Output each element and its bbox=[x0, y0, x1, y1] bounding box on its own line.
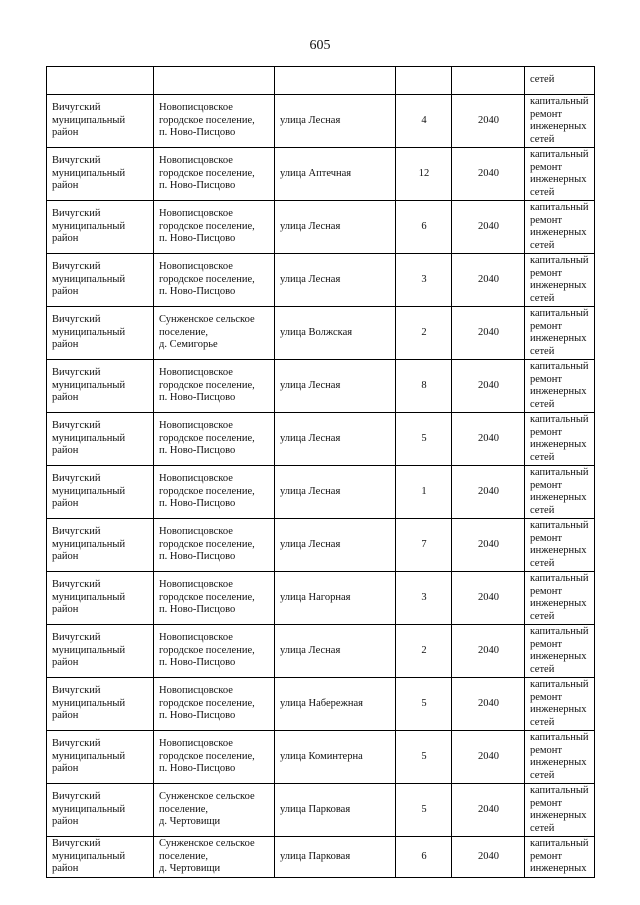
settlement-cell bbox=[154, 148, 275, 201]
settlement-cell bbox=[154, 413, 275, 466]
work-cell-line: инженерных bbox=[530, 121, 587, 132]
settlement-cell-line: городское поселение, bbox=[159, 538, 255, 550]
settlement-cell-line: Новописцовское bbox=[159, 738, 233, 750]
work-cell-line: сетей bbox=[530, 186, 555, 198]
district-cell bbox=[47, 572, 154, 625]
street-cell: улица Лесная bbox=[275, 519, 396, 572]
year-cell: 2040 bbox=[452, 360, 525, 413]
district-cell-line: муниципальный bbox=[52, 485, 126, 497]
work-cell-line: капитальный bbox=[530, 414, 589, 425]
work-cell-line: сетей bbox=[530, 769, 555, 781]
settlement-cell-line: п. Ново-Писцово bbox=[159, 604, 236, 616]
district-cell-line: Вичугский bbox=[52, 738, 101, 750]
district-cell bbox=[47, 201, 154, 254]
settlement-cell-line: городское поселение, bbox=[159, 750, 255, 762]
district-cell bbox=[47, 625, 154, 678]
work-cell-line: сетей bbox=[530, 610, 555, 622]
district-cell-line: муниципальный bbox=[52, 591, 126, 603]
work-cell bbox=[525, 519, 595, 572]
settlement-cell-line: п. Ново-Писцово bbox=[159, 498, 236, 510]
table-row-continued bbox=[47, 67, 595, 95]
settlement-cell-line: Новописцовское bbox=[159, 685, 233, 697]
street-cell: улица Парковая bbox=[275, 837, 396, 878]
work-cell-line: ремонт bbox=[530, 320, 563, 332]
house-cell: 8 bbox=[396, 360, 452, 413]
work-cell-line: инженерных bbox=[530, 386, 587, 397]
year-cell: 2040 bbox=[452, 254, 525, 307]
settlement-cell-line: Новописцовское bbox=[159, 367, 233, 379]
district-cell bbox=[47, 731, 154, 784]
street-cell: улица Аптечная bbox=[275, 148, 396, 201]
settlement-cell-line: п. Ново-Писцово bbox=[159, 763, 236, 775]
district-cell-line: район bbox=[52, 392, 79, 404]
year-cell: 2040 bbox=[452, 148, 525, 201]
work-cell-line: ремонт bbox=[530, 850, 563, 862]
table-body bbox=[47, 67, 595, 878]
work-cell-line: инженерных bbox=[530, 174, 587, 185]
year-cell: 2040 bbox=[452, 307, 525, 360]
district-cell-line: Вичугский bbox=[52, 526, 101, 538]
district-cell-line: Вичугский bbox=[52, 261, 101, 273]
district-cell bbox=[47, 519, 154, 572]
district-cell-line: Вичугский bbox=[52, 791, 101, 803]
district-cell-line: Вичугский bbox=[52, 208, 101, 220]
table-row bbox=[47, 466, 595, 519]
settlement-cell-line: Сунженское сельское bbox=[159, 314, 255, 326]
work-cell bbox=[525, 95, 595, 148]
year-cell: 2040 bbox=[452, 572, 525, 625]
settlement-cell-line: городское поселение, bbox=[159, 379, 255, 391]
work-cell-line: ремонт bbox=[530, 373, 563, 385]
district-cell-line: муниципальный bbox=[52, 850, 126, 862]
table-row bbox=[47, 148, 595, 201]
work-cell bbox=[525, 413, 595, 466]
house-cell: 7 bbox=[396, 519, 452, 572]
settlement-cell-line: д. Семигорье bbox=[159, 339, 218, 351]
work-cell-line: сетей bbox=[530, 504, 555, 516]
year-cell: 2040 bbox=[452, 201, 525, 254]
district-cell-line: муниципальный bbox=[52, 379, 126, 391]
work-cell bbox=[525, 572, 595, 625]
table-row bbox=[47, 307, 595, 360]
settlement-cell bbox=[154, 837, 275, 878]
settlement-cell bbox=[154, 784, 275, 837]
settlement-cell-line: п. Ново-Писцово bbox=[159, 445, 236, 457]
district-cell-line: район bbox=[52, 127, 79, 139]
district-cell-line: Вичугский bbox=[52, 579, 101, 591]
work-cell-line: капитальный bbox=[530, 838, 589, 849]
work-cell-line: ремонт bbox=[530, 797, 563, 809]
settlement-cell bbox=[154, 201, 275, 254]
settlement-cell-line: п. Ново-Писцово bbox=[159, 286, 236, 298]
work-cell-line: инженерных bbox=[530, 439, 587, 450]
year-cell: 2040 bbox=[452, 519, 525, 572]
work-cell bbox=[525, 678, 595, 731]
work-cell-line: инженерных bbox=[530, 757, 587, 768]
street-cell: улица Волжская bbox=[275, 307, 396, 360]
work-cell-line: капитальный bbox=[530, 573, 589, 584]
work-cell-line: капитальный bbox=[530, 361, 589, 372]
work-cell-line: ремонт bbox=[530, 479, 563, 491]
settlement-cell-line: городское поселение, bbox=[159, 591, 255, 603]
work-cell-line: капитальный bbox=[530, 732, 589, 743]
work-cell-line: сетей bbox=[530, 398, 555, 410]
table-row bbox=[47, 678, 595, 731]
district-cell-line: муниципальный bbox=[52, 114, 126, 126]
district-cell-line: муниципальный bbox=[52, 273, 126, 285]
district-cell-line: муниципальный bbox=[52, 326, 126, 338]
settlement-cell-line: городское поселение, bbox=[159, 220, 255, 232]
settlement-cell-line: городское поселение, bbox=[159, 644, 255, 656]
work-cell bbox=[525, 360, 595, 413]
district-cell-line: Вичугский bbox=[52, 632, 101, 644]
settlement-cell bbox=[154, 572, 275, 625]
settlement-cell bbox=[154, 360, 275, 413]
district-cell-line: муниципальный bbox=[52, 697, 126, 709]
house-cell: 5 bbox=[396, 731, 452, 784]
street-cell: улица Лесная bbox=[275, 95, 396, 148]
settlement-cell-line: п. Ново-Писцово bbox=[159, 392, 236, 404]
street-cell: улица Нагорная bbox=[275, 572, 396, 625]
house-cell: 1 bbox=[396, 466, 452, 519]
district-cell-line: Вичугский bbox=[52, 367, 101, 379]
house-cell: 6 bbox=[396, 837, 452, 878]
street-cell: улица Лесная bbox=[275, 254, 396, 307]
settlement-cell-line: городское поселение, bbox=[159, 697, 255, 709]
work-cell-line: инженерных bbox=[530, 227, 587, 238]
table-row bbox=[47, 784, 595, 837]
settlement-cell-line: Новописцовское bbox=[159, 102, 233, 114]
settlement-cell-line: Новописцовское bbox=[159, 420, 233, 432]
street-cell: улица Лесная bbox=[275, 201, 396, 254]
district-cell bbox=[47, 67, 154, 95]
work-cell-line: ремонт bbox=[530, 426, 563, 438]
page-number: 605 bbox=[309, 38, 331, 53]
settlement-cell-line: д. Чертовищи bbox=[159, 863, 221, 874]
district-cell-line: муниципальный bbox=[52, 803, 126, 815]
settlement-cell-line: Сунженское сельское bbox=[159, 791, 255, 803]
work-cell bbox=[525, 307, 595, 360]
work-cell-line: ремонт bbox=[530, 585, 563, 597]
work-cell-line: капитальный bbox=[530, 202, 589, 213]
work-cell-line: инженерных bbox=[530, 598, 587, 609]
settlement-cell bbox=[154, 678, 275, 731]
work-cell-line: инженерных bbox=[530, 280, 587, 291]
street-cell: улица Лесная bbox=[275, 466, 396, 519]
work-cell-line: ремонт bbox=[530, 744, 563, 756]
district-cell-line: Вичугский bbox=[52, 102, 101, 114]
house-cell: 5 bbox=[396, 784, 452, 837]
house-cell: 3 bbox=[396, 572, 452, 625]
work-cell bbox=[525, 148, 595, 201]
work-cell-line: инженерных bbox=[530, 704, 587, 715]
settlement-cell-line: Новописцовское bbox=[159, 473, 233, 485]
district-cell-line: район bbox=[52, 498, 79, 510]
year-cell: 2040 bbox=[452, 95, 525, 148]
district-cell-line: Вичугский bbox=[52, 838, 101, 849]
settlement-cell-line: городское поселение, bbox=[159, 432, 255, 444]
work-cell-line: инженерных bbox=[530, 333, 587, 344]
work-cell bbox=[525, 731, 595, 784]
work-cell-line: капитальный bbox=[530, 520, 589, 531]
year-cell: 2040 bbox=[452, 466, 525, 519]
work-cell-line: ремонт bbox=[530, 638, 563, 650]
work-cell-line: инженерных bbox=[530, 810, 587, 821]
work-cell bbox=[525, 466, 595, 519]
year-cell bbox=[452, 67, 525, 95]
work-cell: сетей bbox=[525, 67, 595, 95]
registry-table bbox=[46, 66, 595, 878]
settlement-cell-line: д. Чертовищи bbox=[159, 816, 221, 828]
district-cell-line: район bbox=[52, 604, 79, 616]
street-cell bbox=[275, 67, 396, 95]
district-cell-line: Вичугский bbox=[52, 420, 101, 432]
table-row bbox=[47, 95, 595, 148]
district-cell bbox=[47, 678, 154, 731]
work-cell bbox=[525, 201, 595, 254]
district-cell bbox=[47, 95, 154, 148]
settlement-cell-line: городское поселение, bbox=[159, 114, 255, 126]
settlement-cell-line: городское поселение, bbox=[159, 273, 255, 285]
street-cell: улица Лесная bbox=[275, 625, 396, 678]
work-cell-line: инженерных bbox=[530, 651, 587, 662]
district-cell-line: муниципальный bbox=[52, 644, 126, 656]
house-cell: 2 bbox=[396, 625, 452, 678]
settlement-cell-line: поселение, bbox=[159, 326, 209, 338]
work-cell-line: капитальный bbox=[530, 626, 589, 637]
house-cell bbox=[396, 67, 452, 95]
street-cell: улица Набережная bbox=[275, 678, 396, 731]
work-cell-line: сетей bbox=[530, 451, 555, 463]
work-cell-line: сетей bbox=[530, 133, 555, 145]
district-cell-line: муниципальный bbox=[52, 167, 126, 179]
work-cell-line: капитальный bbox=[530, 308, 589, 319]
settlement-cell-line: городское поселение, bbox=[159, 485, 255, 497]
table-row bbox=[47, 360, 595, 413]
settlement-cell bbox=[154, 254, 275, 307]
work-cell-line: ремонт bbox=[530, 267, 563, 279]
house-cell: 5 bbox=[396, 678, 452, 731]
work-cell-line: капитальный bbox=[530, 255, 589, 266]
work-cell bbox=[525, 784, 595, 837]
work-cell-line: сетей bbox=[530, 716, 555, 728]
settlement-cell-line: Новописцовское bbox=[159, 261, 233, 273]
district-cell-line: район bbox=[52, 286, 79, 298]
settlement-cell bbox=[154, 625, 275, 678]
settlement-cell-line: п. Ново-Писцово bbox=[159, 551, 236, 563]
table-row bbox=[47, 413, 595, 466]
table-row bbox=[47, 837, 595, 878]
district-cell bbox=[47, 307, 154, 360]
district-cell-line: Вичугский bbox=[52, 473, 101, 485]
district-cell bbox=[47, 360, 154, 413]
district-cell-line: Вичугский bbox=[52, 314, 101, 326]
settlement-cell bbox=[154, 519, 275, 572]
district-cell-line: район bbox=[52, 180, 79, 192]
district-cell-line: муниципальный bbox=[52, 750, 126, 762]
table-row bbox=[47, 254, 595, 307]
district-cell-line: муниципальный bbox=[52, 538, 126, 550]
table-row bbox=[47, 201, 595, 254]
settlement-cell bbox=[154, 95, 275, 148]
work-cell bbox=[525, 625, 595, 678]
settlement-cell-line: п. Ново-Писцово bbox=[159, 127, 236, 139]
year-cell: 2040 bbox=[452, 837, 525, 878]
settlement-cell-line: п. Ново-Писцово bbox=[159, 180, 236, 192]
district-cell-line: район bbox=[52, 710, 79, 722]
work-cell-line: ремонт bbox=[530, 161, 563, 173]
district-cell-line: район bbox=[52, 339, 79, 351]
district-cell-line: район bbox=[52, 551, 79, 563]
settlement-cell-line: Новописцовское bbox=[159, 155, 233, 167]
house-cell: 3 bbox=[396, 254, 452, 307]
table-row bbox=[47, 519, 595, 572]
street-cell: улица Лесная bbox=[275, 413, 396, 466]
district-cell bbox=[47, 784, 154, 837]
settlement-cell bbox=[154, 731, 275, 784]
district-cell-line: район bbox=[52, 816, 79, 828]
work-cell-line: капитальный bbox=[530, 96, 589, 107]
district-cell-line: район bbox=[52, 763, 79, 775]
table-row bbox=[47, 731, 595, 784]
settlement-cell-line: Новописцовское bbox=[159, 526, 233, 538]
district-cell-line: район bbox=[52, 233, 79, 245]
work-cell-line: ремонт bbox=[530, 214, 563, 226]
house-cell: 12 bbox=[396, 148, 452, 201]
work-cell-line: капитальный bbox=[530, 679, 589, 690]
work-cell-line: сетей bbox=[530, 292, 555, 304]
house-cell: 6 bbox=[396, 201, 452, 254]
work-cell-line: капитальный bbox=[530, 785, 589, 796]
work-cell-line: сетей bbox=[530, 822, 555, 834]
work-cell-line: инженерных bbox=[530, 863, 587, 874]
district-cell-line: муниципальный bbox=[52, 432, 126, 444]
street-cell: улица Лесная bbox=[275, 360, 396, 413]
work-cell-line: капитальный bbox=[530, 467, 589, 478]
work-cell-line: инженерных bbox=[530, 545, 587, 556]
district-cell-line: Вичугский bbox=[52, 685, 101, 697]
work-cell-line: ремонт bbox=[530, 691, 563, 703]
house-cell: 5 bbox=[396, 413, 452, 466]
year-cell: 2040 bbox=[452, 413, 525, 466]
street-cell: улица Коминтерна bbox=[275, 731, 396, 784]
year-cell: 2040 bbox=[452, 678, 525, 731]
settlement-cell-line: п. Ново-Писцово bbox=[159, 233, 236, 245]
work-cell-line: сетей bbox=[530, 239, 555, 251]
street-cell: улица Парковая bbox=[275, 784, 396, 837]
year-cell: 2040 bbox=[452, 784, 525, 837]
settlement-cell bbox=[154, 307, 275, 360]
settlement-cell-line: п. Ново-Писцово bbox=[159, 657, 236, 669]
table-row bbox=[47, 625, 595, 678]
work-cell-line: инженерных bbox=[530, 492, 587, 503]
work-cell bbox=[525, 837, 595, 878]
settlement-cell-line: Сунженское сельское bbox=[159, 838, 255, 849]
district-cell bbox=[47, 413, 154, 466]
work-cell-line: ремонт bbox=[530, 108, 563, 120]
year-cell: 2040 bbox=[452, 731, 525, 784]
year-cell: 2040 bbox=[452, 625, 525, 678]
settlement-cell-line: Новописцовское bbox=[159, 632, 233, 644]
work-cell-line: сетей bbox=[530, 663, 555, 675]
work-cell-line: сетей bbox=[530, 557, 555, 569]
settlement-cell-line: поселение, bbox=[159, 803, 209, 815]
table-row bbox=[47, 572, 595, 625]
settlement-cell-line: поселение, bbox=[159, 850, 209, 862]
settlement-cell-line: городское поселение, bbox=[159, 167, 255, 179]
work-cell-line: капитальный bbox=[530, 149, 589, 160]
house-cell: 2 bbox=[396, 307, 452, 360]
district-cell bbox=[47, 466, 154, 519]
settlement-cell bbox=[154, 67, 275, 95]
settlement-cell bbox=[154, 466, 275, 519]
work-cell-line: ремонт bbox=[530, 532, 563, 544]
settlement-cell-line: п. Ново-Писцово bbox=[159, 710, 236, 722]
district-cell-line: Вичугский bbox=[52, 155, 101, 167]
district-cell bbox=[47, 148, 154, 201]
district-cell-line: район bbox=[52, 863, 79, 874]
district-cell bbox=[47, 837, 154, 878]
settlement-cell-line: Новописцовское bbox=[159, 579, 233, 591]
settlement-cell-line: Новописцовское bbox=[159, 208, 233, 220]
district-cell-line: район bbox=[52, 657, 79, 669]
district-cell bbox=[47, 254, 154, 307]
work-cell-line: сетей bbox=[530, 345, 555, 357]
work-cell bbox=[525, 254, 595, 307]
house-cell: 4 bbox=[396, 95, 452, 148]
district-cell-line: муниципальный bbox=[52, 220, 126, 232]
district-cell-line: район bbox=[52, 445, 79, 457]
